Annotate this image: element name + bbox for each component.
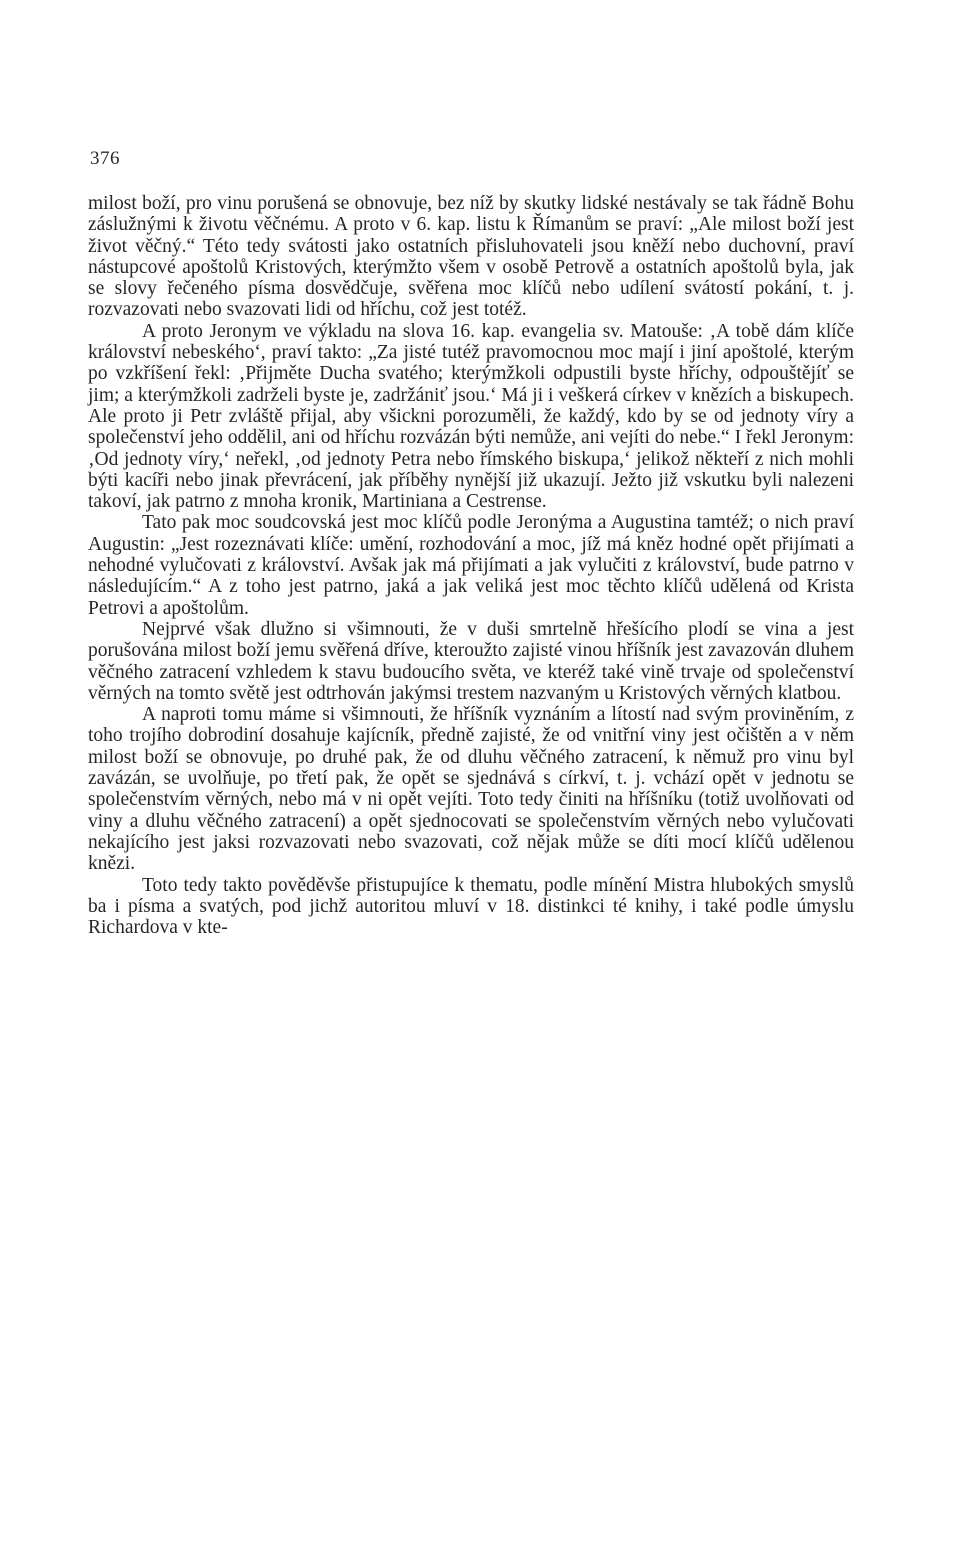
page-number: 376 <box>90 148 120 169</box>
paragraph-6: Toto tedy takto pověděvše přistupujíce k thematu, podle mínění Mistra hlubokých smyslů ba i písma a svatých, pod jichž autoritou mluví v 18. distinkci té knihy, i také podle úmyslu Richardova v kte- <box>88 874 854 939</box>
paragraph-1: milost boží, pro vinu porušená se obnovuje, bez níž by skutky lidské nestávaly se tak řádně Bohu záslužnými k životu věčnému. A proto v 6. kap. listu k Římanům se praví: „Ale milost boží jest život věčný.“ Této tedy svátosti jako ostatních přisluhovateli jsou kněží nebo duchovní, praví nástupcové apoštolů Kristových, kterýmžto všem v osobě Petrově a ostatních apoštolů byla, jak se slovy řečeného písma dosvědčuje, svěřena moc klíčů nebo udílení svátostí pokání, t. j. rozvazovati nebo svazovati lidi od hříchu, což jest totéž. <box>88 193 854 321</box>
paragraph-2: A proto Jeronym ve výkladu na slova 16. kap. evangelia sv. Matouše: ‚A tobě dám klíče království nebeského‘, praví takto: „Za jisté tutéž pravomocnou moc mají i jiní apoštolé, kterým po vzkříšení řekl: ‚Přijměte Ducha svatého; kterýmžkoli odpustili byste hříchy, odpouštějíť se jim; a kterýmžkoli zadrželi byste je, zadržániť jsou.‘ Má ji i veškerá církev v knězích a biskupech. Ale proto ji Petr zvláště přijal, aby všickni porozuměli, že každý, kdo by se od jednoty víry a společenství jeho oddělil, ani od hříchu rozvázán býti nemůže, ani vejíti do nebe.“ I řekl Jeronym: ‚Od jednoty víry,‘ neřekl, ‚od jednoty Petra nebo římského biskupa,‘ jelikož někteří z nich mohli býti kacíři nebo jinak převrácení, jak příběhy nynější již ukazují. Ježto již vskutku byli nalezeni takoví, jak patrno z mnoha kronik, Martiniana a Cestrense. <box>88 320 854 513</box>
paragraph-3: Tato pak moc soudcovská jest moc klíčů podle Jeronýma a Augustina tamtéž; o nich praví Augustin: „Jest rozeznávati klíče: umění, rozhodování a moc, jíž má kněz hodné opět přijímati a nehodné vylučovati z království. Avšak jak má přijímati a jak vylučiti z království, bude patrno v následujícím.“ A z toho jest patrno, jaká a jak veliká jest moc těchto klíčů udělená od Krista Petrovi a apoštolům. <box>88 512 854 619</box>
body-text <box>88 193 854 938</box>
paragraph-5: A naproti tomu máme si všimnouti, že hříšník vyznáním a lítostí nad svým proviněním, z toho trojího dobrodiní dosahuje kajícník, předně zajisté, že od vnitřní viny jest očištěn a v něm milost boží se obnovuje, po druhé pak, že od dluhu věčného zatracení, k němuž pro vinu byl zavázán, se uvolňuje, po třetí pak, že opět se sjednává s církví, t. j. vchází opět v jednotu se společenstvím věrných, nebo má v ni opět vejíti. Toto tedy činiti na hříšníku (totiž uvolňovati od viny a dluhu věčného zatracení) a opět sjednocovati se společenstvím věrných nebo vylučovati nekajícího jest jaksi rozvazovati nebo svazovati, což nějak může se díti mocí klíčů udělenou knězi. <box>88 704 854 875</box>
paragraph-4: Nejprvé však dlužno si všimnouti, že v duši smrtelně hřešícího plodí se vina a jest porušována milost boží jemu svěřená dříve, kteroužto zajisté vinou hříšník jest zavazován dluhem věčného zatracení vzhledem k stavu budoucího světa, ve kteréž také vině trvaje od společenství věrných na tomto světě jest odtrhován jakýmsi trestem nazvaným u Kristových věrných klatbou. <box>88 618 854 704</box>
